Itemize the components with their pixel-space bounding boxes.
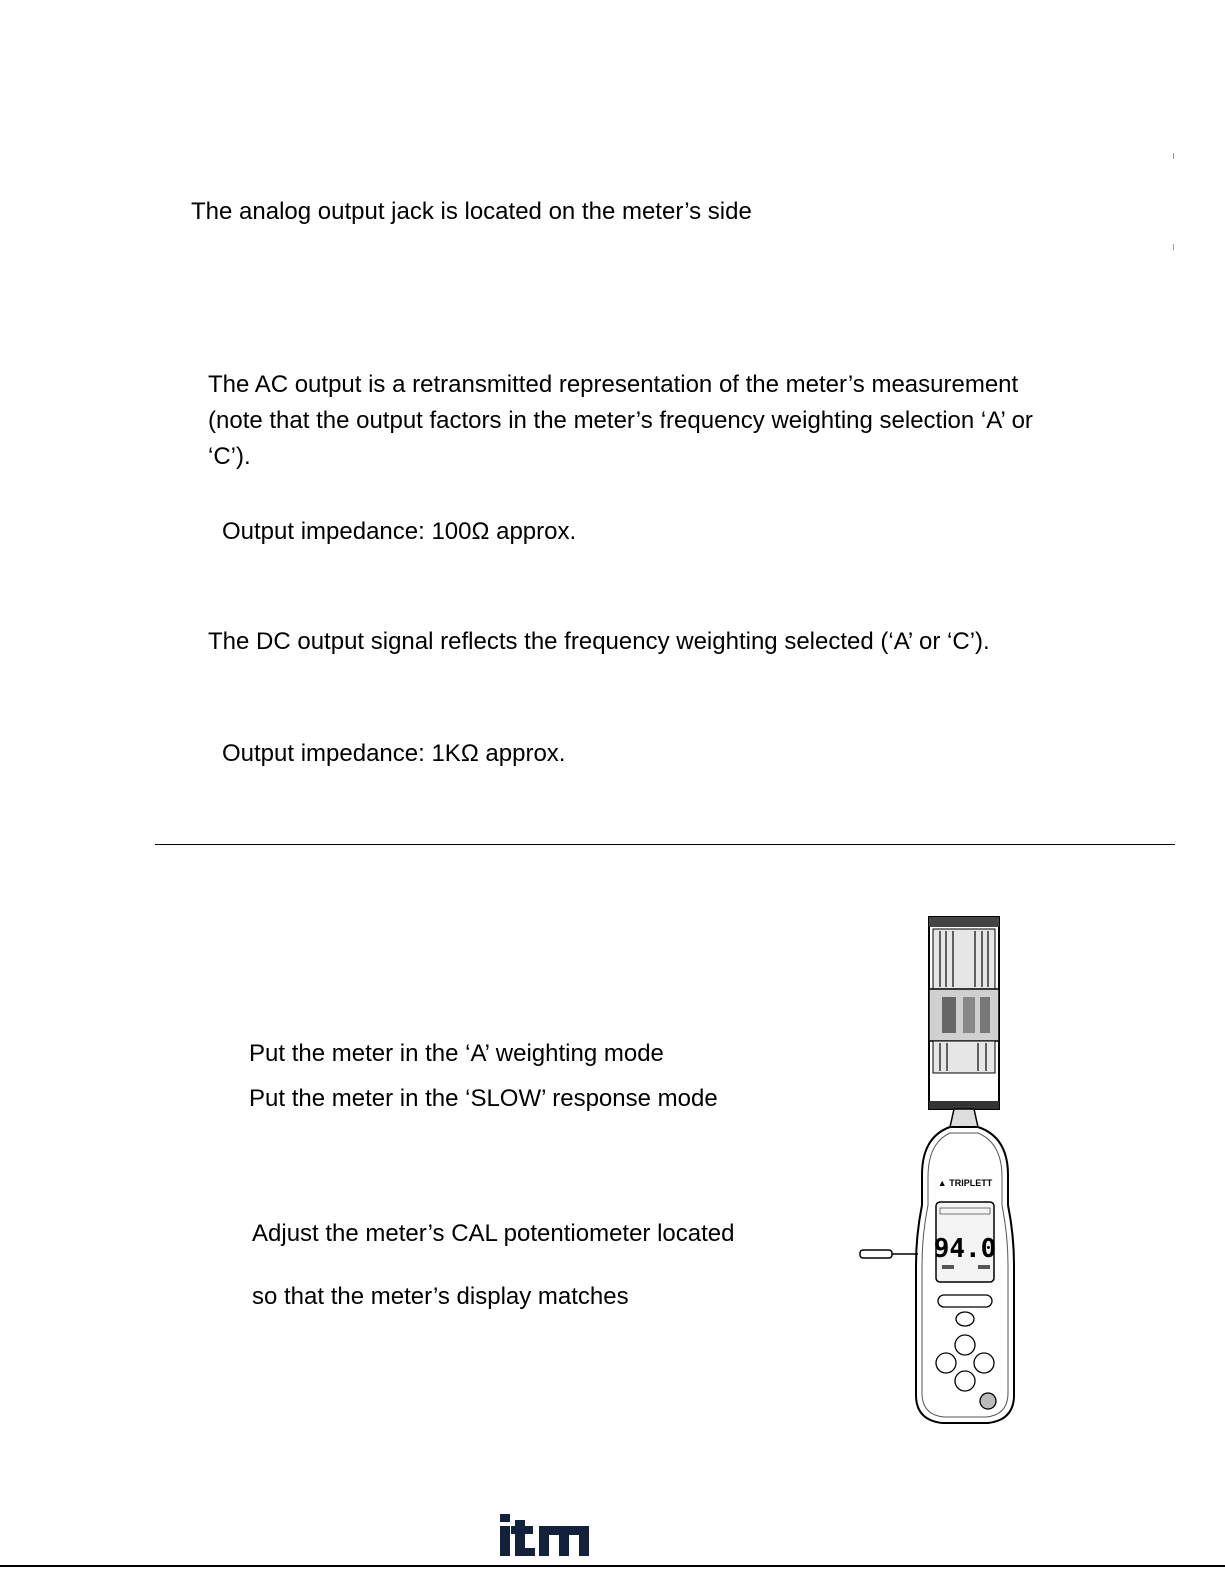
dc-output-impedance: Output impedance: 1KΩ approx. xyxy=(222,740,566,767)
analog-output-intro: The analog output jack is located on the meter’s side xyxy=(191,198,752,225)
margin-tick xyxy=(1173,153,1174,159)
step-slow-response: Put the meter in the ‘SLOW’ response mode xyxy=(249,1085,718,1112)
dc-output-description: The DC output signal reflects the frequency weighting selected (‘A’ or ‘C’). xyxy=(208,628,990,655)
meter-display-reading: 94.0 xyxy=(933,1234,997,1264)
meter-brand-text: ▲ TRIPLETT xyxy=(937,1178,993,1188)
section-divider xyxy=(155,844,1175,845)
ac-output-description: The AC output is a retransmitted representation of the meter’s measurement (note that the output factors in the meter’s frequency weighting selection ‘A’ or ‘C’). xyxy=(208,371,1033,470)
sound-meter-illustration xyxy=(850,905,1030,1430)
margin-tick xyxy=(1173,244,1174,250)
calibrator-cylinder xyxy=(929,917,999,1109)
step-adjust-cal: Adjust the meter’s CAL potentiometer located xyxy=(252,1220,735,1247)
step-a-weighting: Put the meter in the ‘A’ weighting mode xyxy=(249,1040,664,1067)
page-bottom-border xyxy=(0,1565,1225,1567)
itm-logo xyxy=(497,1514,592,1558)
ac-output-impedance: Output impedance: 100Ω approx. xyxy=(222,518,577,545)
step-display-matches: so that the meter’s display matches xyxy=(252,1283,629,1310)
